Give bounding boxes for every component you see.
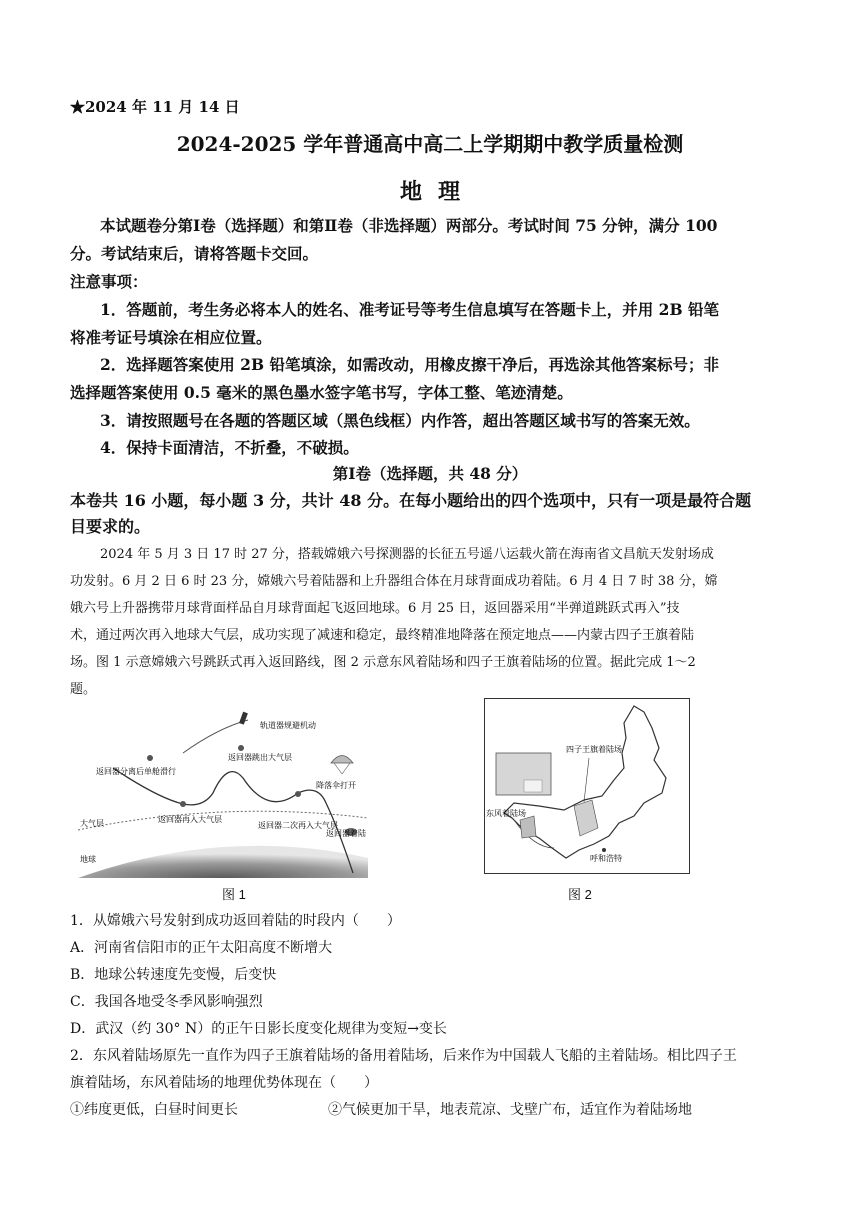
passage-line-3: 娥六号上升器携带月球背面样品自月球背面起飞返回地球。6 月 25 日，返回器采用“半弹道跳跃式再入”技 xyxy=(70,601,680,616)
inset-photo xyxy=(496,753,551,795)
passage-line-4: 术，通过两次再入地球大气层，成功实现了减速和稳定，最终精准地降落在预定地点——内蒙古四子王旗着陆 xyxy=(70,628,695,643)
question-2-statement-1: ①纬度更低，白昼时间更长 xyxy=(70,1102,238,1118)
dongfeng-landing-area xyxy=(520,816,536,838)
question-1-option-b: B．地球公转速度先变慢，后变快 xyxy=(70,967,277,983)
note-2-line-2: 选择题答案使用 0.5 毫米的黑色墨水签字笔书写，字体工整、笔迹清楚。 xyxy=(70,383,573,402)
label-dongfeng: 东风着陆场 xyxy=(486,809,526,818)
label-earth: 地球 xyxy=(80,855,96,864)
note-3: 3．请按照题号在各题的答题区域（黑色线框）内作答，超出答题区域书写的答案无效。 xyxy=(100,411,700,430)
earth-shape xyxy=(78,846,368,878)
note-1-line-2: 将准考证号填涂在相应位置。 xyxy=(70,328,272,347)
passage-line-5: 场。图 1 示意嫦娥六号跳跃式再入返回路线，图 2 示意东风着陆场和四子王旗着陆场的位置。据此完成 1～2 xyxy=(70,655,696,670)
question-1-option-d: D．武汉（约 30° N）的正午日影长度变化规律为变短→变长 xyxy=(70,1021,447,1037)
label-siziwang: 四子王旗着陆场 xyxy=(566,745,622,754)
question-1: 1．从嫦娥六号发射到成功返回着陆的时段内（ ） xyxy=(70,913,401,929)
label-orbit-maneuver: 轨道器规避机动 xyxy=(260,721,316,730)
section-title: 第Ⅰ卷（选择题，共 48 分） xyxy=(332,464,528,483)
parachute-icon xyxy=(331,756,353,764)
label-skip-out: 返回器跳出大气层 xyxy=(228,753,292,762)
figure-1-caption: 图 1 xyxy=(222,887,246,902)
intro-line-1: 本试题卷分第Ⅰ卷（选择题）和第Ⅱ卷（非选择题）两部分。考试时间 75 分钟，满分 100 xyxy=(100,216,718,235)
passage-line-2: 功发射。6 月 2 日 6 时 23 分，嫦娥六号着陆器和上升器组合体在月球背面成功着陆。6 月 4 日 7 时 38 分，嫦 xyxy=(70,574,718,589)
exam-subject: 地理 xyxy=(399,179,476,205)
figure-2-landing-sites-map xyxy=(484,698,690,874)
passage-line-6: 题。 xyxy=(70,682,97,697)
label-parachute: 降落伞打开 xyxy=(316,781,356,790)
label-first-entry: 返回器再入大气层 xyxy=(158,815,222,824)
figure-2-caption: 图 2 xyxy=(568,887,592,902)
skip-out-point xyxy=(238,745,244,751)
intro-line-2: 分。考试结束后，请将答题卡交回。 xyxy=(70,244,319,263)
exam-date: ★2024 年 11 月 14 日 xyxy=(70,98,240,116)
first-entry-point xyxy=(180,801,186,807)
passage-line-1: 2024 年 5 月 3 日 17 时 27 分，搭载嫦娥六号探测器的长征五号遥八运载火箭在海南省文昌航天发射场成 xyxy=(100,547,714,562)
section-instructions-line-1: 本卷共 16 小题，每小题 3 分，共计 48 分。在每小题给出的四个选项中，只有一项是最符合题 xyxy=(70,491,752,510)
note-4: 4．保持卡面清洁，不折叠，不破损。 xyxy=(100,438,359,457)
question-1-option-a: A．河南省信阳市的正午太阳高度不断增大 xyxy=(70,940,333,956)
question-2-line-2: 旗着陆场，东风着陆场的地理优势体现在（ ） xyxy=(70,1075,378,1091)
label-hohhot: 呼和浩特 xyxy=(590,854,622,863)
label-second-entry: 返回器二次再入大气层 xyxy=(258,821,338,830)
question-2-statement-2: ②气候更加干旱，地表荒凉、戈壁广布，适宜作为着陆场地 xyxy=(328,1102,692,1118)
exam-title: 2024-2025 学年普通高中高二上学期期中教学质量检测 xyxy=(176,132,684,156)
question-1-option-c: C．我国各地受冬季风影响强烈 xyxy=(70,994,263,1010)
section-instructions-line-2: 目要求的。 xyxy=(70,517,151,536)
label-separation: 返回器分离后单舱滑行 xyxy=(96,767,176,776)
note-2-line-1: 2．选择题答案使用 2B 铅笔填涂，如需改动，用橡皮擦干净后，再选涂其他答案标号；非 xyxy=(100,355,719,374)
figure-1-reentry-diagram xyxy=(78,708,368,878)
label-landing: 返回器着陆 xyxy=(326,829,366,838)
hohhot-marker xyxy=(602,848,606,852)
notes-heading: 注意事项： xyxy=(70,272,148,291)
second-entry-point xyxy=(295,791,301,797)
orbiter-icon xyxy=(239,712,248,725)
note-1-line-1: 1．答题前，考生务必将本人的姓名、准考证号等考生信息填写在答题卡上，并用 2B 铅笔 xyxy=(100,300,719,319)
label-atmosphere: 大气层 xyxy=(80,819,104,828)
separation-point xyxy=(147,755,153,761)
question-2-line-1: 2．东风着陆场原先一直作为四子王旗着陆场的备用着陆场，后来作为中国载人飞船的主着陆场。相比四子王 xyxy=(70,1048,737,1064)
